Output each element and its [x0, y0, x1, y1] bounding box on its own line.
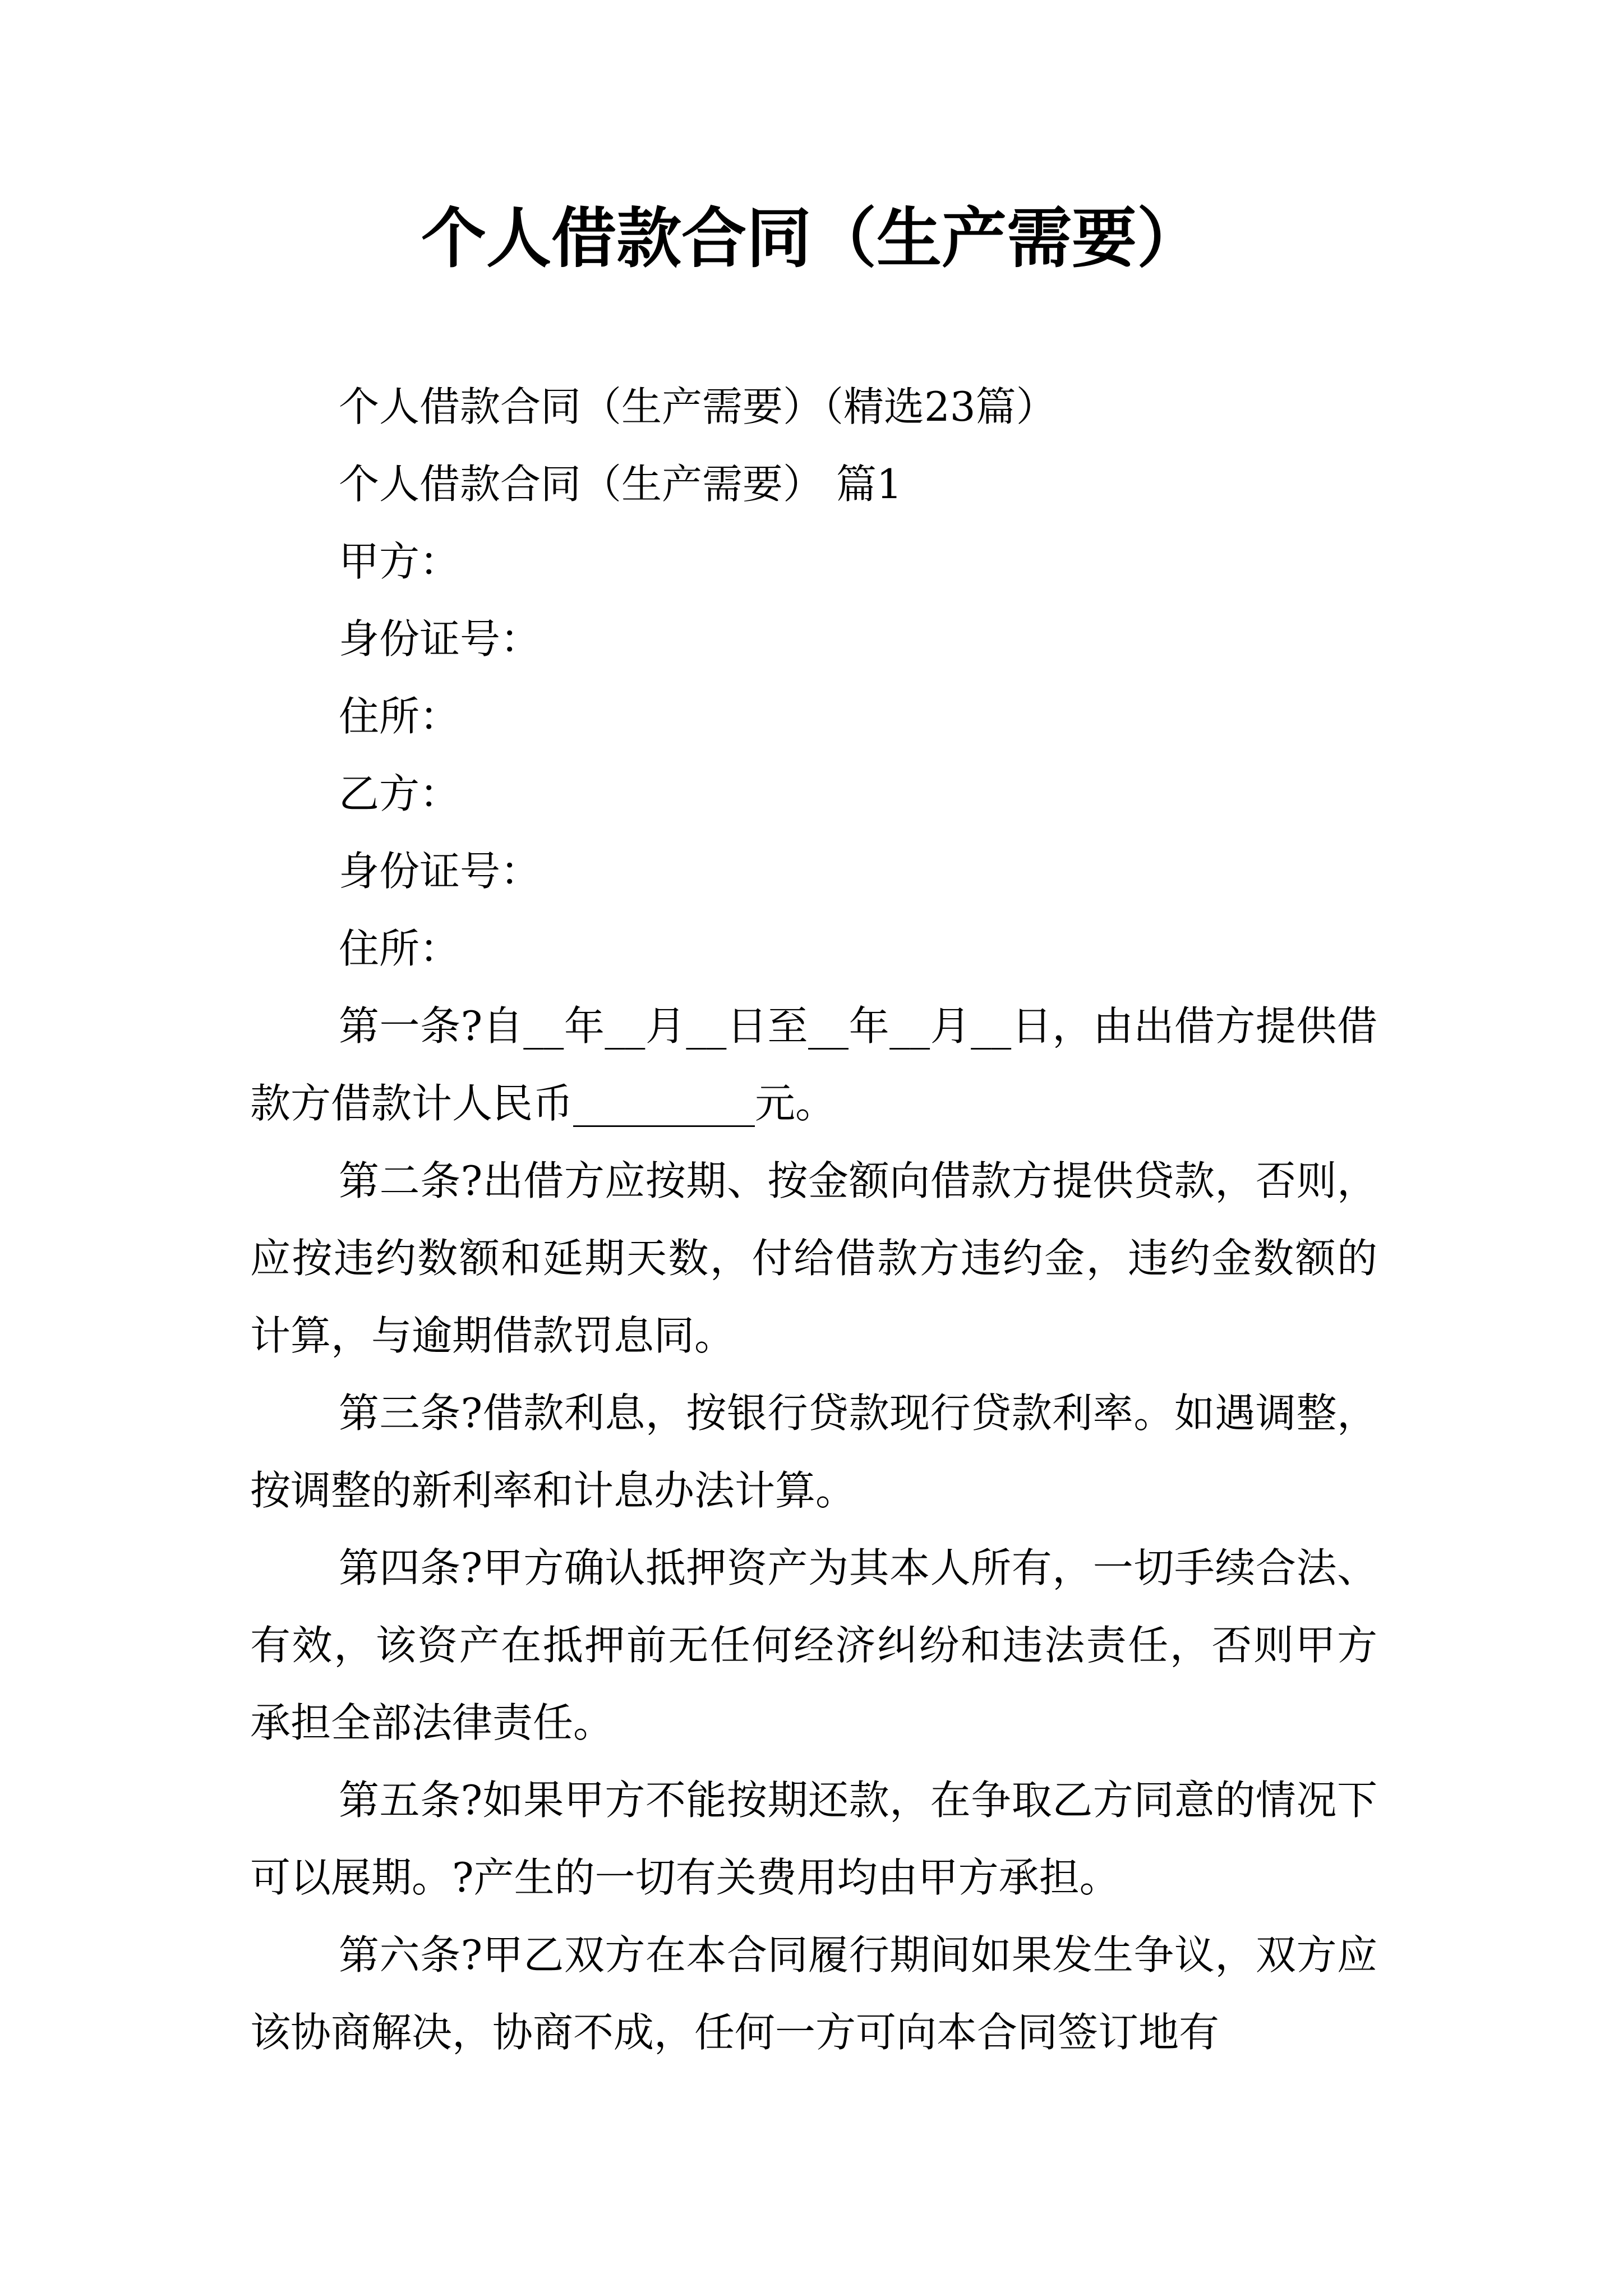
article-2: 第二条?出借方应按期、按金额向借款方提供贷款，否则，应按违约数额和延期天数，付给借款方违约金，违约金数额的计算，与逾期借款罚息同。: [250, 1157, 1377, 1359]
document-body: [250, 368, 1377, 2071]
party-a-address-label: 住所：: [339, 693, 460, 740]
party-b-label: 乙方：: [339, 770, 460, 817]
article-3: 第三条?借款利息，按银行贷款现行贷款利率。如遇调整，按调整的新利率和计息办法计算。: [250, 1389, 1377, 1514]
document-title: 个人借款合同（生产需要）: [421, 200, 1202, 277]
document-subtitle: 个人借款合同（生产需要）（精选23篇）: [339, 383, 1057, 430]
article-4: 第四条?甲方确认抵押资产为其本人所有，一切手续合法、有效，该资产在抵押前无任何经济纠纷和违法责任，否则甲方承担全部法律责任。: [250, 1544, 1377, 1746]
party-a-id-label: 身份证号：: [339, 615, 541, 662]
article-6: 第六条?甲乙双方在本合同履行期间如果发生争议，双方应该协商解决，协商不成，任何一方可向本合同签订地有: [250, 1931, 1377, 2056]
article-1: 第一条?自__年__月__日至__年__月__日，由出借方提供借款方借款计人民币_________元。: [250, 1002, 1377, 1127]
party-b-address-label: 住所：: [339, 925, 460, 972]
party-b-id-label: 身份证号：: [339, 848, 541, 895]
section-heading: 个人借款合同（生产需要） 篇1: [339, 461, 902, 508]
party-a-label: 甲方：: [339, 538, 460, 585]
article-5: 第五条?如果甲方不能按期还款，在争取乙方同意的情况下可以展期。?产生的一切有关费用均由甲方承担。: [250, 1777, 1377, 1901]
